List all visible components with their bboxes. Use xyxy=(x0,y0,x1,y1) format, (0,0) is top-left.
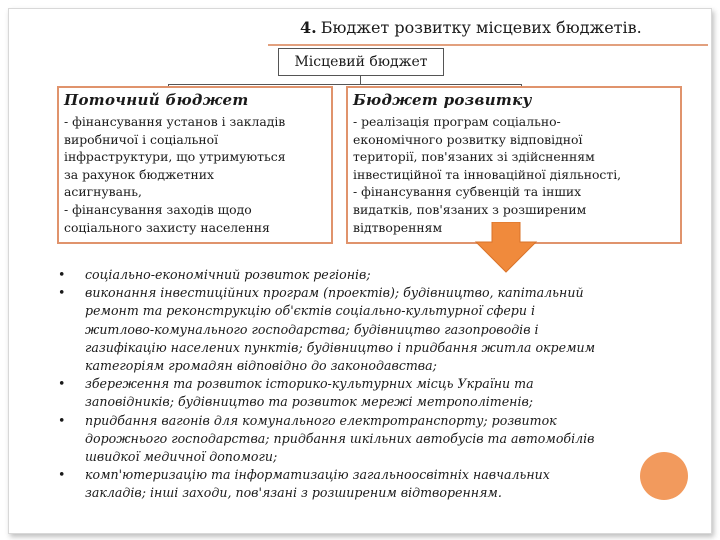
list-item-line: заповідників; будівництво та розвиток мережі метрополітенів; xyxy=(85,394,534,410)
development-budget-line: економічного розвитку відповідної xyxy=(353,131,583,147)
development-budget-box xyxy=(346,86,682,244)
list-item xyxy=(58,266,698,284)
current-budget-line: - фінансування заходів щодо xyxy=(64,201,252,217)
connector-horizontal xyxy=(168,84,522,85)
list-item-line: житлово-комунального господарства; будівництво газопроводів і xyxy=(85,321,539,337)
bullet-icon: • xyxy=(58,267,66,282)
list-item-line: газифікацію населених пунктів; будівництво і придбання житла окремим xyxy=(85,339,596,355)
bullet-icon: • xyxy=(58,412,66,428)
local-budget-label: Місцевий бюджет xyxy=(294,54,428,70)
list-item xyxy=(58,375,698,411)
development-budget-text xyxy=(353,113,675,236)
title-text: Бюджет розвитку місцевих бюджетів. xyxy=(320,18,642,37)
current-budget-line: виробничої і соціальної xyxy=(64,131,219,147)
development-budget-line: території, пов'язаних зі здійсненням xyxy=(353,149,595,165)
development-budget-line: видатків, пов'язаних з розширеним xyxy=(353,201,587,217)
current-budget-line: - фінансування установ і закладів xyxy=(64,114,286,129)
current-budget-line: за рахунок бюджетних xyxy=(64,166,215,182)
connector-vertical xyxy=(360,75,361,84)
list-item-line: швидкої медичної допомоги; xyxy=(85,449,278,465)
current-budget-line: асигнувань, xyxy=(64,184,142,200)
bullet-icon: • xyxy=(58,376,66,392)
list-item-line: соціально-економічний розвиток регіонів; xyxy=(85,267,371,282)
list-item-line: закладів; інші заходи, пов'язані з розширеним відтворенням. xyxy=(85,485,502,501)
list-item-line: виконання інвестиційних програм (проектів); будівництво, капітальний xyxy=(85,285,584,301)
title-underline xyxy=(268,44,708,46)
list-item-line: категоріям громадян відповідно до законодавства; xyxy=(85,358,437,374)
list-item-line: збереження та розвиток історико-культурних місць України та xyxy=(85,376,534,392)
current-budget-box xyxy=(57,86,333,244)
list-item xyxy=(58,412,698,467)
list-item-line: ремонт та реконструкцію об'єктів соціально-культурної сфери і xyxy=(85,303,535,319)
development-budget-line: інвестиційної та інноваційної діяльності, xyxy=(353,166,622,182)
list-item-line: дорожнього господарства; придбання шкільних автобусів та автомобілів xyxy=(85,430,595,446)
list-item-line: придбання вагонів для комунального електротранспорту; розвиток xyxy=(85,412,557,428)
development-budget-heading: Бюджет розвитку xyxy=(353,91,532,109)
list-item xyxy=(58,284,698,375)
title-number: 4. xyxy=(300,18,317,37)
development-budget-line: відтворенням xyxy=(353,219,443,235)
decorative-circle xyxy=(640,452,688,500)
current-budget-line: соціального захисту населення xyxy=(64,219,270,235)
development-uses-list xyxy=(58,266,698,503)
current-budget-text xyxy=(64,113,326,236)
local-budget-box xyxy=(278,48,444,76)
development-budget-line: - реалізація програм соціально- xyxy=(353,114,561,129)
current-budget-line: інфраструктури, що утримуються xyxy=(64,149,286,165)
bullet-icon: • xyxy=(58,467,66,483)
slide-title xyxy=(300,18,704,37)
bullet-icon: • xyxy=(58,285,66,301)
development-budget-line: - фінансування субвенцій та інших xyxy=(353,184,582,200)
current-budget-heading: Поточний бюджет xyxy=(64,91,249,109)
list-item-line: комп'ютеризацію та інформатизацію загальноосвітніх навчальних xyxy=(85,467,550,483)
list-item xyxy=(58,466,698,502)
